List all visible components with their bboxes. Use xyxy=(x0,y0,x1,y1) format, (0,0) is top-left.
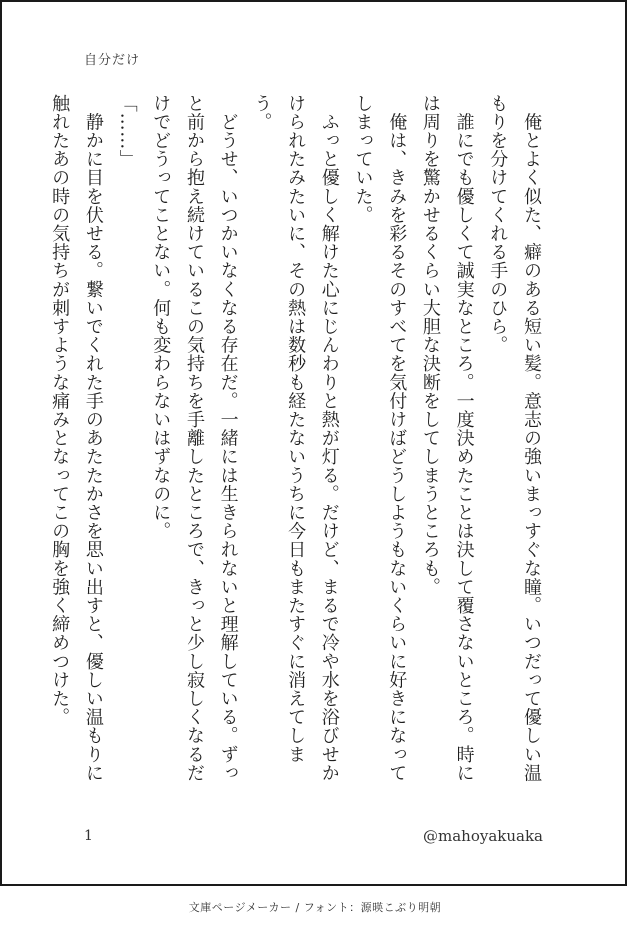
author-handle: @mahoyakuaka xyxy=(423,827,543,845)
paragraph: どうせ、いつかいなくなる存在だ。一緒には生きられないと理解している。ずっと前から抱え続けているこの気持ちを手離したところで、きっと少し寂しくなるだけでどうってことない。何も変わらないはずなのに。 xyxy=(150,94,239,783)
dialogue-line: 「……」 xyxy=(116,94,138,169)
running-title: 自分だけ xyxy=(84,53,141,68)
page-number: 1 xyxy=(84,828,93,844)
paragraph: ふっと優しく解けた心にじんわりと熱が灯る。だけど、まるで冷や水を浴びせかけられたみたいに、その熱は数秒も経たないうちに今日もまたすぐに消えてしまう。 xyxy=(251,94,340,783)
paragraph: 誰にでも優しくて誠実なところ。一度決めたことは決して覆さないところ。時には周りを驚かせるくらい大胆な決断をしてしまうところも。 xyxy=(419,94,475,783)
vertical-text-body xyxy=(49,94,548,800)
paragraph: 俺とよく似た、癖のある短い髪。意志の強いまっすぐな瞳。いつだって優しい温もりを分けてくれる手のひら。 xyxy=(487,94,542,783)
paragraph: 俺は、きみを彩るそのすべてを気付けばどうしようもないくらいに好きになってしまっていた。 xyxy=(352,94,408,783)
paragraph: 静かに目を伏せる。繋いでくれた手のあたたかさを思い出すと、優しい温もりに触れたあの時の気持ちが刺すような痛みとなってこの胸を強く締めつけた。 xyxy=(49,94,104,783)
credit-line: 文庫ページメーカー / フォント：源暎こぶり明朝 xyxy=(188,901,442,914)
